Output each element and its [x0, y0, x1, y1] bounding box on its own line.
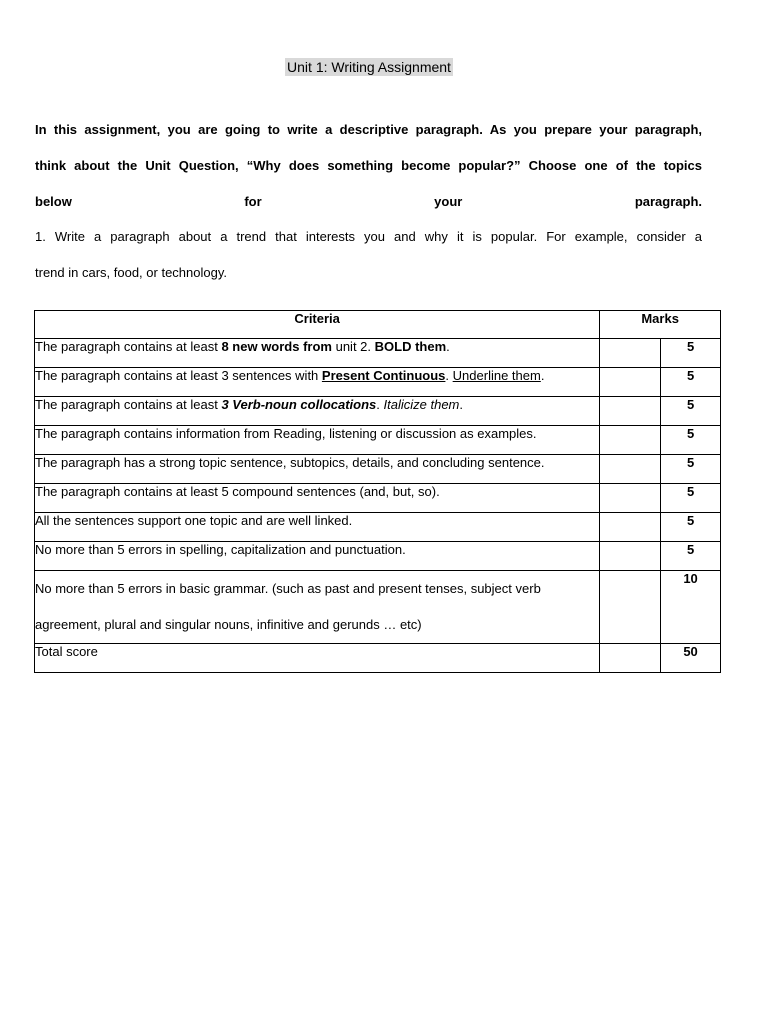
marks-cell: 5: [661, 542, 721, 571]
criteria-cell: No more than 5 errors in spelling, capitalization and punctuation.: [35, 542, 600, 571]
table-row: [35, 426, 721, 455]
criteria-text: .: [376, 397, 384, 412]
total-marks: 50: [661, 644, 721, 673]
criteria-line-1: No more than 5 errors in basic grammar. (such as past and present tenses, subject verb: [35, 581, 541, 596]
marks-cell: 10: [661, 571, 721, 644]
blank-cell: [600, 368, 661, 397]
criteria-cell: [35, 397, 600, 426]
blank-cell: [600, 571, 661, 644]
criteria-text: .: [459, 397, 464, 412]
intro-word: paragraph.: [634, 194, 702, 209]
criteria-text: unit 2.: [331, 339, 375, 354]
intro-line-3: [35, 184, 702, 220]
page-title: [0, 59, 738, 77]
criteria-emphasis: Present Continuous: [321, 368, 446, 383]
criteria-text: The paragraph contains at least: [35, 339, 222, 354]
blank-cell: [600, 484, 661, 513]
intro-word: your: [434, 194, 463, 209]
criteria-cell: The paragraph has a strong topic sentence, subtopics, details, and concluding sentence.: [35, 455, 600, 484]
blank-cell: [600, 644, 661, 673]
criteria-cell: [35, 368, 600, 397]
blank-cell: [600, 339, 661, 368]
marks-header: Marks: [600, 311, 721, 339]
total-label: Total score: [35, 644, 600, 673]
blank-cell: [600, 426, 661, 455]
criteria-header: Criteria: [35, 311, 600, 339]
table-row: [35, 542, 721, 571]
rubric-table: [34, 310, 721, 673]
total-row: [35, 644, 721, 673]
table-row: [35, 513, 721, 542]
criteria-cell: [35, 339, 600, 368]
criteria-line-2: agreement, plural and singular nouns, infinitive and gerunds … etc): [35, 617, 422, 632]
criteria-emphasis: BOLD them: [374, 339, 447, 354]
marks-cell: 5: [661, 339, 721, 368]
intro-paragraph: [35, 112, 702, 220]
criteria-emphasis: 3 Verb-noun collocations: [221, 397, 377, 412]
table-row: [35, 571, 721, 644]
criteria-text: .: [446, 339, 450, 354]
criteria-emphasis: Underline them: [452, 368, 541, 383]
marks-cell: 5: [661, 368, 721, 397]
intro-word: below: [35, 194, 72, 209]
criteria-text: The paragraph contains at least: [35, 397, 222, 412]
task-paragraph: [35, 219, 702, 291]
table-row: [35, 455, 721, 484]
blank-cell: [600, 455, 661, 484]
table-row: [35, 397, 721, 426]
criteria-cell: The paragraph contains information from Reading, listening or discussion as examples.: [35, 426, 600, 455]
criteria-cell: All the sentences support one topic and are well linked.: [35, 513, 600, 542]
task-line-1: 1. Write a paragraph about a trend that interests you and why it is popular. For example, consider a: [35, 229, 702, 244]
page-title-text: Unit 1: Writing Assignment: [287, 59, 451, 75]
table-row: [35, 484, 721, 513]
marks-cell: 5: [661, 426, 721, 455]
intro-line-2: think about the Unit Question, “Why does something become popular?” Choose one of the topics: [35, 158, 702, 173]
criteria-emphasis: Italicize them: [383, 397, 460, 412]
criteria-text: .: [445, 368, 453, 383]
intro-word: for: [244, 194, 262, 209]
table-header-row: [35, 311, 721, 339]
table-row: [35, 339, 721, 368]
blank-cell: [600, 397, 661, 426]
marks-cell: 5: [661, 513, 721, 542]
marks-cell: 5: [661, 455, 721, 484]
criteria-emphasis: 8 new words from: [221, 339, 332, 354]
blank-cell: [600, 542, 661, 571]
criteria-text: .: [540, 368, 545, 383]
blank-cell: [600, 513, 661, 542]
marks-cell: 5: [661, 397, 721, 426]
criteria-text: The paragraph contains at least 3 sentences with: [35, 368, 322, 383]
intro-line-1: In this assignment, you are going to write a descriptive paragraph. As you prepare your paragraph,: [35, 122, 702, 137]
marks-cell: 5: [661, 484, 721, 513]
criteria-cell: The paragraph contains at least 5 compound sentences (and, but, so).: [35, 484, 600, 513]
table-row: [35, 368, 721, 397]
task-line-2: trend in cars, food, or technology.: [35, 265, 227, 280]
criteria-cell: [35, 571, 600, 644]
